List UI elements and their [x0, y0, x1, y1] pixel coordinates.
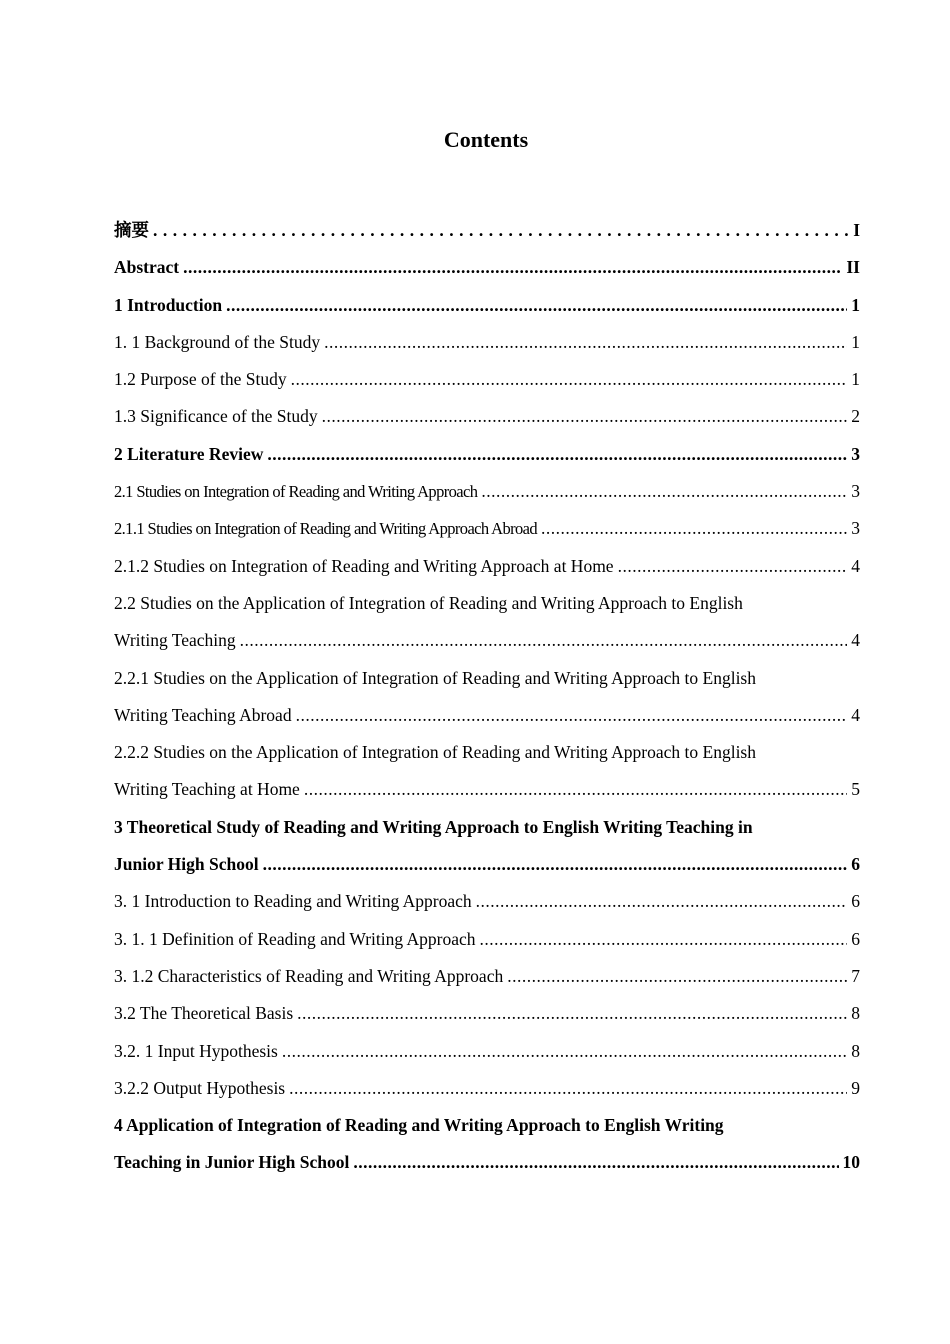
dot-leader — [480, 921, 848, 958]
toc-entry-title: 2 Literature Review — [114, 443, 264, 464]
toc-entry[interactable] — [114, 958, 860, 995]
dot-leader — [226, 287, 847, 324]
dot-leader — [476, 883, 848, 920]
toc-entry-heading-line: 2.2.1 Studies on the Application of Integration of Reading and Writing Approach to English — [114, 667, 756, 688]
dot-leader — [291, 361, 848, 398]
toc-entry[interactable] — [114, 1033, 860, 1070]
dot-leader — [240, 622, 848, 659]
toc-entry[interactable] — [114, 921, 860, 958]
toc-entry-page-number: 1 — [851, 294, 860, 315]
table-of-contents — [114, 212, 860, 1182]
dot-leader — [541, 510, 847, 547]
toc-entry[interactable] — [114, 249, 860, 286]
dot-leader — [153, 212, 849, 249]
dot-leader — [507, 958, 847, 995]
toc-entry[interactable] — [114, 361, 860, 398]
toc-entry[interactable] — [114, 1144, 860, 1181]
toc-entry-page-number: 9 — [851, 1077, 860, 1098]
toc-entry-page-number: 1 — [851, 369, 860, 390]
dot-leader — [296, 697, 848, 734]
toc-entry[interactable] — [114, 548, 860, 585]
toc-entry-title: Teaching in Junior High School — [114, 1152, 350, 1173]
toc-entry[interactable] — [114, 1070, 860, 1107]
toc-entry-page-number: 1 — [851, 331, 860, 352]
toc-entry-title: 3. 1.2 Characteristics of Reading and Writing Approach — [114, 965, 504, 986]
dot-leader — [183, 249, 842, 286]
toc-entry-title: 1 Introduction — [114, 294, 223, 315]
page-title: Contents — [443, 127, 529, 152]
dot-leader — [322, 398, 848, 435]
toc-entry-page-number: 6 — [851, 928, 860, 949]
dot-leader — [282, 1033, 847, 1070]
toc-entry-title: Abstract — [114, 257, 180, 278]
toc-entry-heading-line: 2.2.2 Studies on the Application of Integration of Reading and Writing Approach to English — [114, 742, 756, 763]
dot-leader — [297, 995, 847, 1032]
toc-entry-page-number: 4 — [851, 704, 860, 725]
toc-entry[interactable] — [114, 771, 860, 808]
toc-entry[interactable] — [114, 622, 860, 659]
toc-entry-page-number: 3 — [851, 443, 860, 464]
toc-entry-heading-line: 2.2 Studies on the Application of Integration of Reading and Writing Approach to English — [114, 592, 743, 613]
toc-entry-title: 3.2.2 Output Hypothesis — [114, 1077, 286, 1098]
toc-entry[interactable] — [114, 287, 860, 324]
dot-leader — [481, 473, 847, 510]
toc-entry[interactable] — [114, 510, 860, 547]
toc-entry-title: 2.1.2 Studies on Integration of Reading and Writing Approach at Home — [114, 555, 614, 576]
toc-entry-title: Writing Teaching — [114, 630, 236, 651]
toc-entry-page-number: 6 — [851, 854, 860, 875]
dot-leader — [618, 548, 848, 585]
toc-entry-page-number: 2 — [851, 406, 860, 427]
toc-entry-title: 2.1.1 Studies on Integration of Reading and Writing Approach Abroad — [114, 519, 538, 539]
toc-entry-page-number: 4 — [851, 630, 860, 651]
dot-leader — [263, 846, 848, 883]
toc-entry[interactable] — [114, 473, 860, 510]
toc-entry[interactable] — [114, 398, 860, 435]
toc-entry-page-number: 6 — [851, 891, 860, 912]
toc-entry-title: 1.3 Significance of the Study — [114, 406, 318, 427]
dot-leader — [304, 771, 847, 808]
toc-entry-page-number: 7 — [851, 965, 860, 986]
toc-entry-page-number: II — [846, 257, 860, 278]
dot-leader — [353, 1144, 838, 1181]
toc-entry-title: Junior High School — [114, 854, 259, 875]
toc-entry[interactable] — [114, 324, 860, 361]
toc-entry[interactable] — [114, 212, 860, 249]
toc-entry-title: 1. 1 Background of the Study — [114, 331, 321, 352]
toc-entry-heading-line: 3 Theoretical Study of Reading and Writing Approach to English Writing Teaching in — [114, 816, 753, 837]
toc-entry-page-number: 3 — [851, 481, 860, 502]
toc-entry-title: 3. 1 Introduction to Reading and Writing Approach — [114, 891, 472, 912]
toc-entry[interactable] — [114, 697, 860, 734]
toc-entry-title: 3. 1. 1 Definition of Reading and Writing Approach — [114, 928, 476, 949]
toc-entry-page-number: 8 — [851, 1040, 860, 1061]
toc-entry-title: 3.2. 1 Input Hypothesis — [114, 1040, 278, 1061]
toc-entry-title: 摘要 — [114, 220, 149, 240]
toc-entry-page-number: 8 — [851, 1003, 860, 1024]
toc-entry-page-number: 4 — [851, 555, 860, 576]
toc-entry-title: 1.2 Purpose of the Study — [114, 369, 287, 390]
dot-leader — [324, 324, 847, 361]
toc-entry[interactable] — [114, 436, 860, 473]
toc-entry-title: 2.1 Studies on Integration of Reading and Writing Approach — [114, 482, 478, 502]
toc-entry-title: Writing Teaching Abroad — [114, 704, 292, 725]
toc-entry-title: Writing Teaching at Home — [114, 779, 300, 800]
toc-entry-page-number: 10 — [842, 1152, 860, 1173]
toc-entry[interactable] — [114, 883, 860, 920]
toc-entry-heading-line: 4 Application of Integration of Reading and Writing Approach to English Writing — [114, 1115, 724, 1136]
toc-entry-page-number: 3 — [851, 518, 860, 539]
toc-entry-page-number: I — [853, 220, 860, 240]
toc-entry-page-number: 5 — [851, 779, 860, 800]
toc-entry[interactable] — [114, 846, 860, 883]
toc-entry[interactable] — [114, 995, 860, 1032]
toc-entry-title: 3.2 The Theoretical Basis — [114, 1003, 294, 1024]
dot-leader — [267, 436, 847, 473]
dot-leader — [289, 1070, 847, 1107]
